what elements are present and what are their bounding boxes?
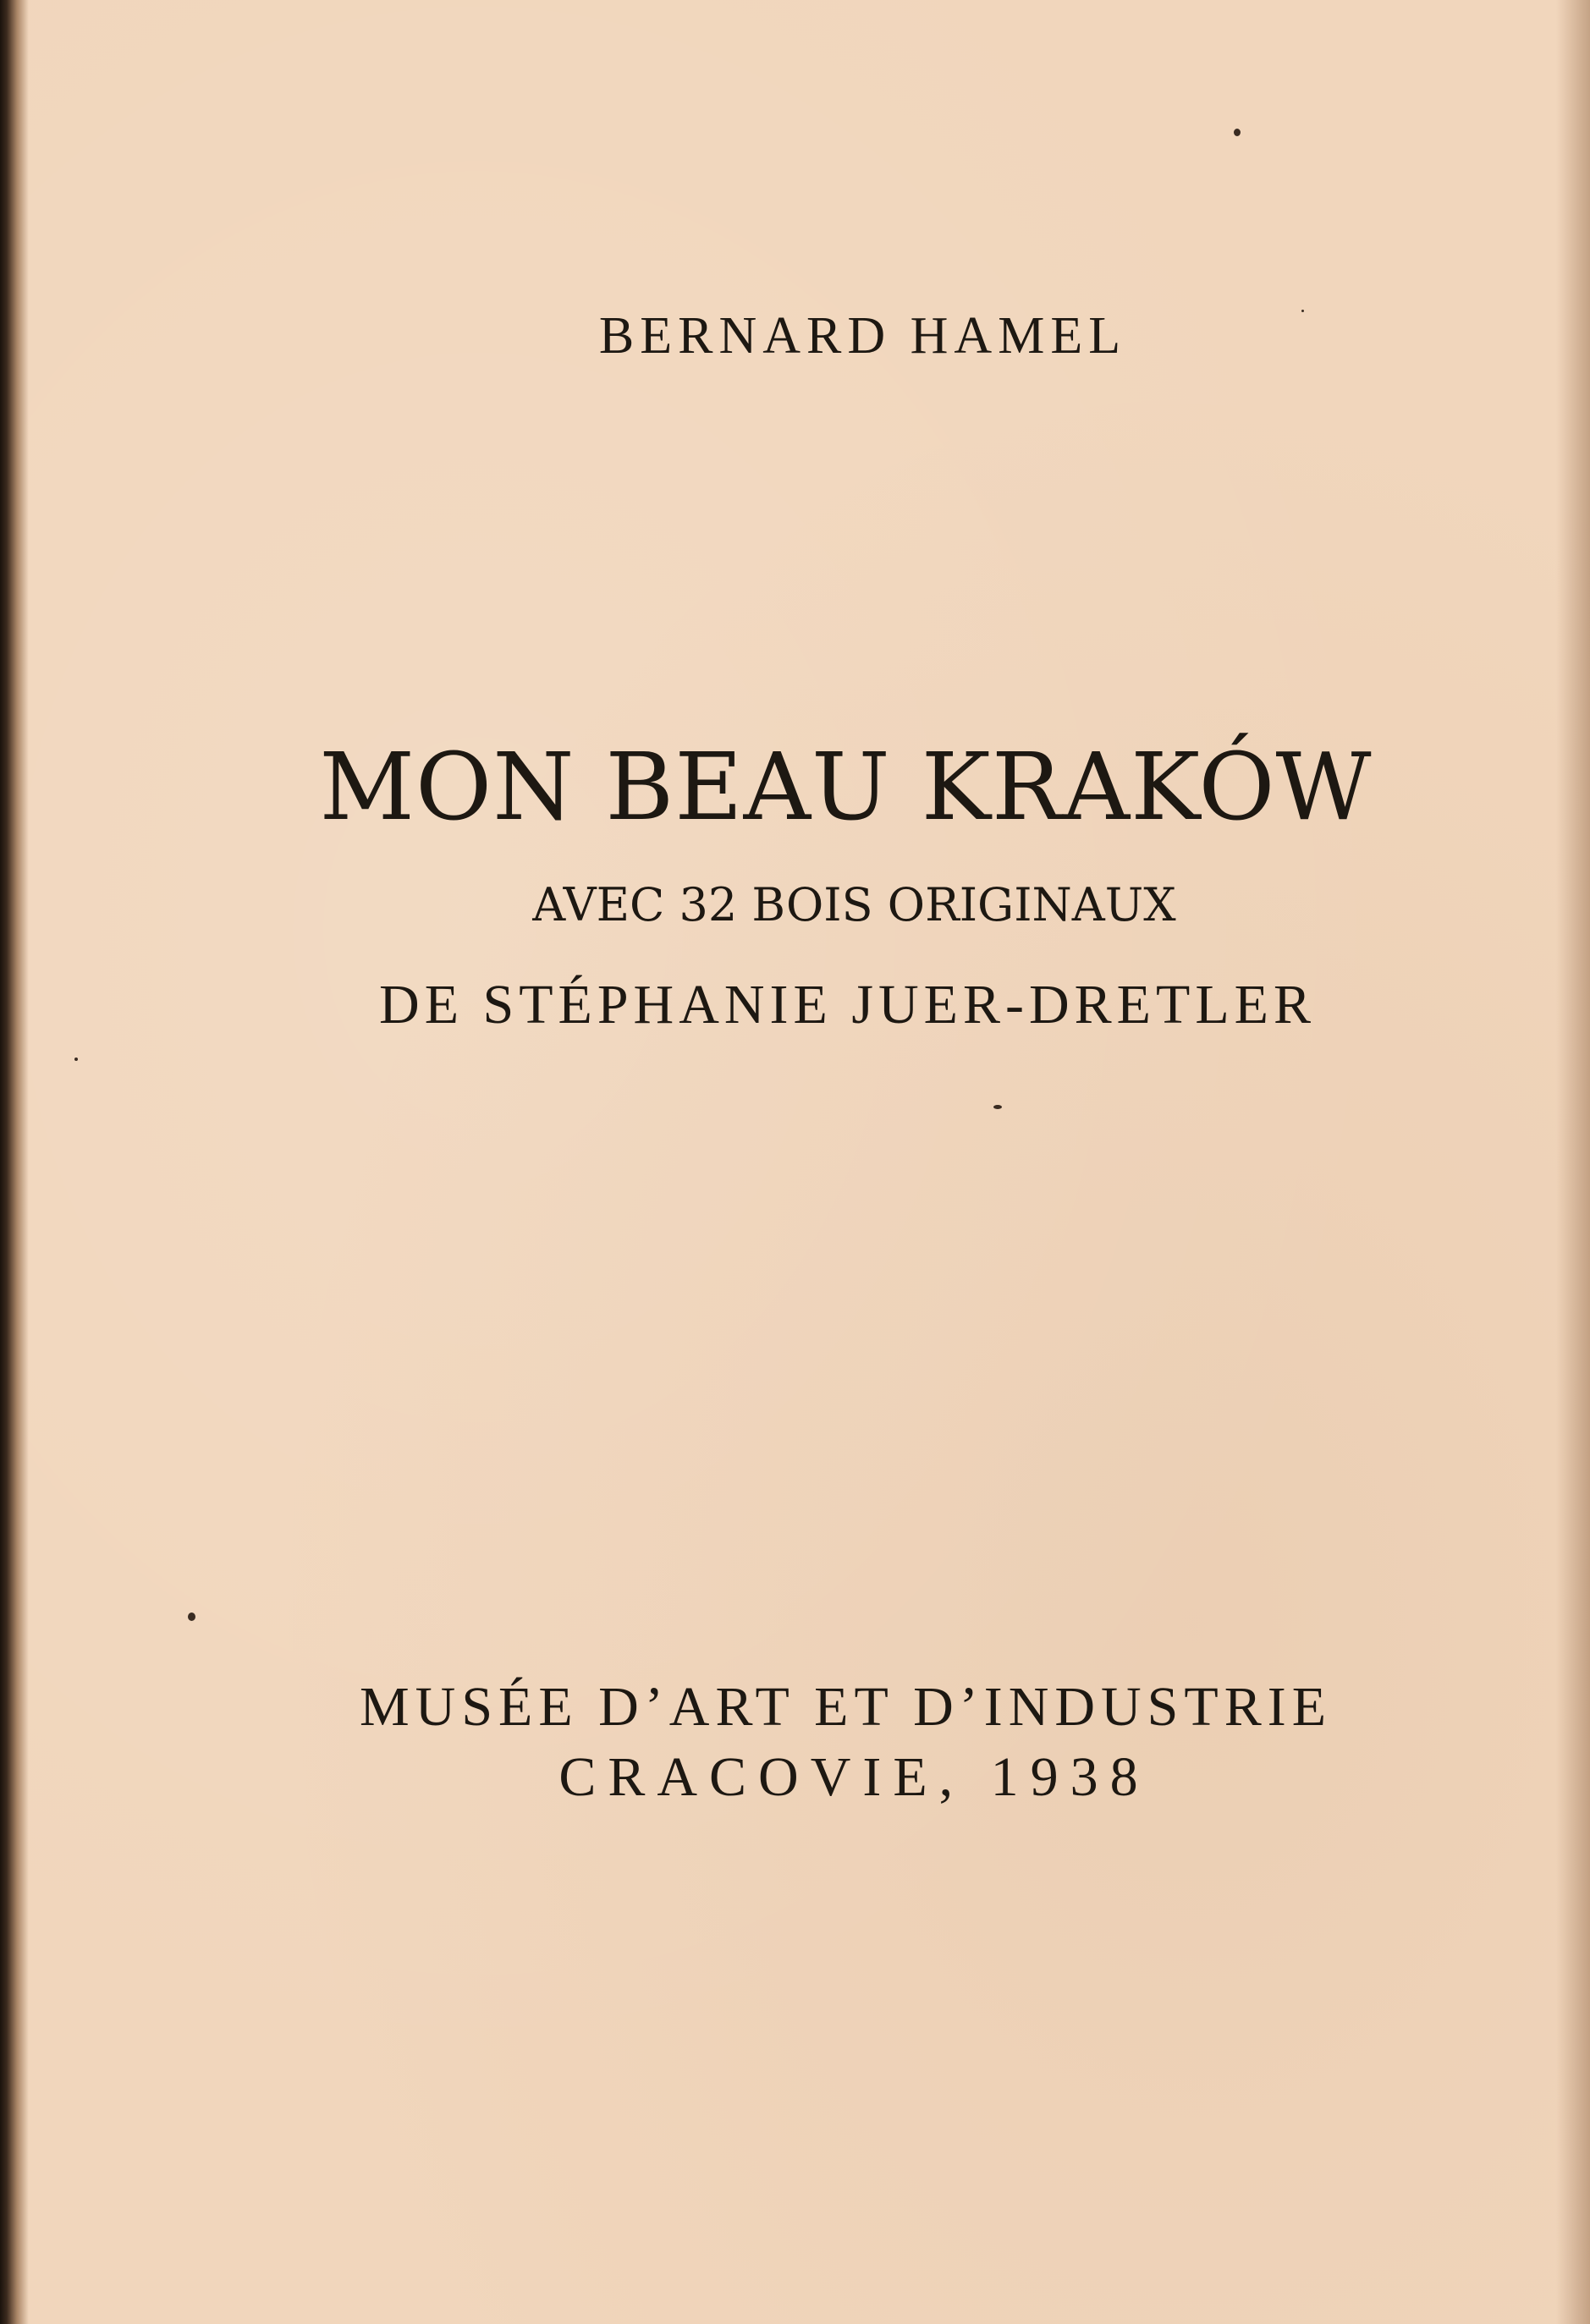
illustrator-credit: DE STÉPHANIE JUER-DRETLER xyxy=(379,974,1316,1036)
book-title: MON BEAU KRAKÓW xyxy=(319,733,1373,841)
book-subtitle: AVEC 32 BOIS ORIGINAUX xyxy=(532,878,1176,931)
paper-speck xyxy=(74,1058,78,1061)
author-name: BERNARD HAMEL xyxy=(598,307,1127,365)
paper-speck xyxy=(993,1105,1002,1109)
publication-place-year: CRACOVIE, 1938 xyxy=(558,1746,1150,1808)
publisher-name: MUSÉE D’ART ET D’INDUSTRIE xyxy=(359,1676,1333,1738)
paper-speck xyxy=(188,1613,195,1621)
paper-speck xyxy=(1234,129,1241,136)
